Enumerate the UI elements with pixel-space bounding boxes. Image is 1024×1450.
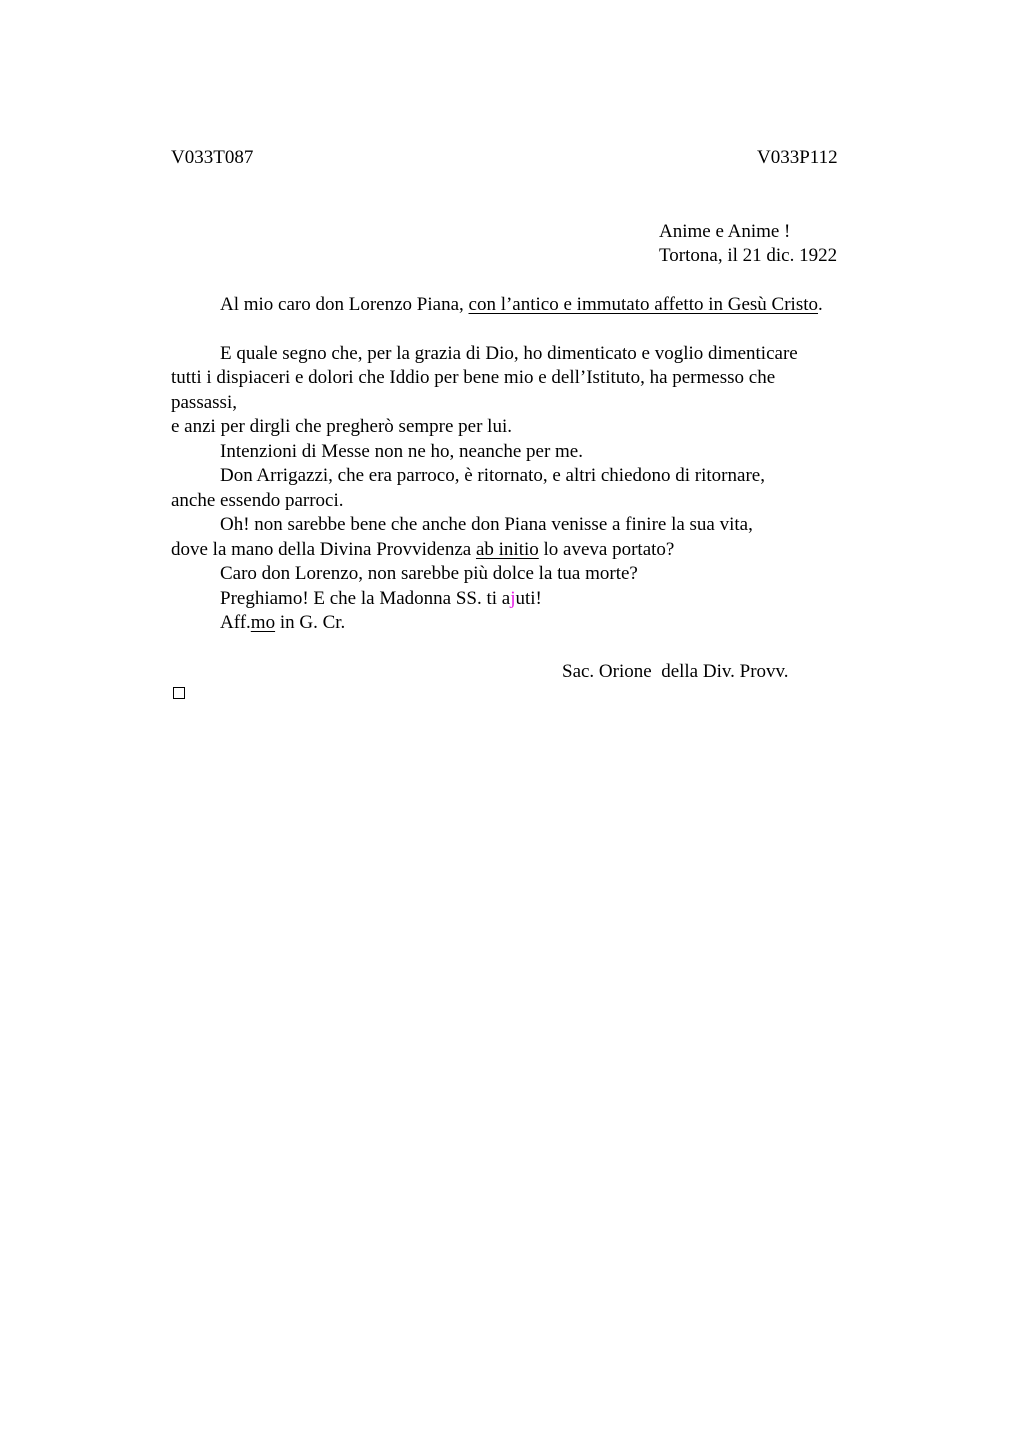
body-line-4: e anzi per dirgli che pregherò sempre per lui. [171, 416, 512, 437]
place-date: Tortona, il 21 dic. 1922 [659, 245, 838, 266]
dedication-suffix: . [818, 294, 823, 315]
checkbox-square-icon [173, 687, 185, 699]
signature: Sac. Orione della Div. Provv. [562, 661, 789, 682]
body-line-11-start: Preghiamo! E che la Madonna SS. ti a [220, 588, 511, 609]
body-line-8: Oh! non sarebbe bene che anche don Piana venisse a finire la sua vita, [220, 514, 753, 535]
body-line-3: passassi, [171, 392, 237, 413]
body-line-1: E quale segno che, per la grazia di Dio, ho dimenticato e voglio dimenticare [220, 343, 798, 364]
motto: Anime e Anime ! [659, 221, 791, 242]
right-code: V033P112 [757, 147, 838, 168]
body-line-11-end: uti! [515, 588, 542, 609]
body-line-11 [220, 587, 542, 611]
closing-line [220, 611, 345, 635]
body-line-5: Intenzioni di Messe non ne ho, neanche per me. [220, 441, 583, 462]
highlighted-letter-j: j [510, 588, 516, 609]
dedication-prefix: Al mio caro don Lorenzo Piana, [220, 294, 469, 315]
body-line-6: Don Arrigazzi, che era parroco, è ritornato, e altri chiedono di ritornare, [220, 465, 765, 486]
left-code: V033T087 [171, 147, 254, 168]
dedication-underlined: con l’antico e immutato affetto in Gesù Cristo [468, 294, 819, 315]
body-line-9 [171, 538, 674, 562]
body-line-2: tutti i dispiaceri e dolori che Iddio per bene mio e dell’Istituto, ha permesso che [171, 367, 776, 388]
closing-aff: Aff. [220, 612, 251, 633]
body-line-7: anche essendo parroci. [171, 490, 344, 511]
body-line-10: Caro don Lorenzo, non sarebbe più dolce la tua morte? [220, 563, 638, 584]
closing-rest: in G. Cr. [275, 612, 346, 633]
body-line-9-start: dove la mano della Divina Provvidenza [171, 539, 476, 560]
dedication-line [220, 293, 823, 317]
ab-initio-underlined: ab initio [475, 539, 539, 560]
body-line-9-end: lo aveva portato? [538, 539, 675, 560]
closing-mo-underlined: mo [250, 612, 276, 633]
